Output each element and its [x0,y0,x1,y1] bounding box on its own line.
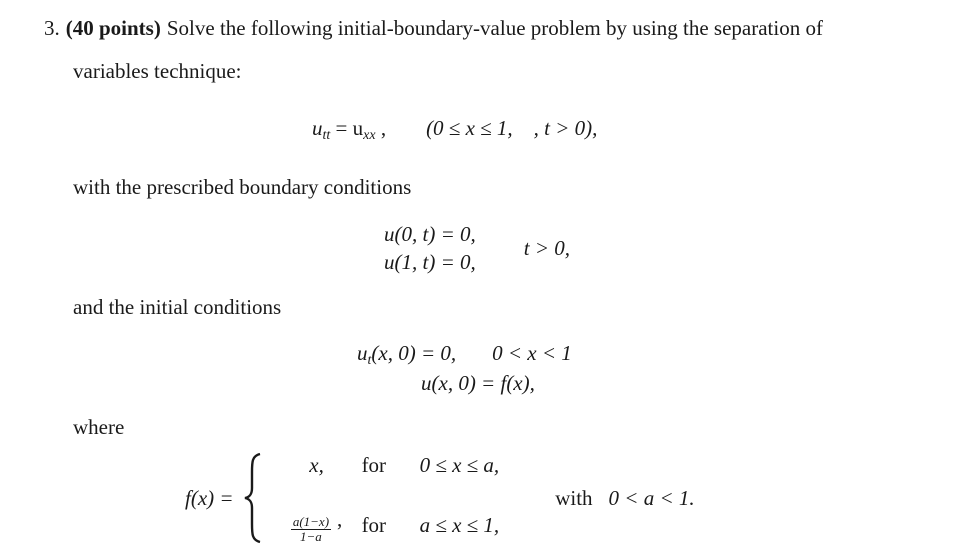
boundary-condition-range: t > 0, [523,236,571,260]
cases [282,453,500,544]
boundary-condition-2: u(1, t) = 0, [384,250,476,274]
pde-equation [312,116,387,143]
case-2-numerator: a(1−x) [292,513,330,529]
problem-intro: Solve the following initial-boundary-value problem by using the separation of [166,16,823,40]
case-2-condition: a ≤ x ≤ 1, [419,513,500,537]
pde-line [312,116,598,143]
where-label: where [73,415,125,439]
ic-1-u: u [357,341,368,365]
case-2-expr [282,507,352,544]
case-2-fraction [291,515,331,544]
pde-domain: (0 ≤ x ≤ 1, , t > 0), [426,116,598,140]
pde-lhs: u [312,116,323,140]
problem-number: 3. [44,16,60,40]
bc-block [384,222,570,274]
problem-intro-cont: variables technique: [73,59,242,83]
pde-rhs-sub: xx [363,128,376,143]
pde-eq: = u [335,116,364,140]
case-2-for: for [361,513,387,537]
initial-condition-range: 0 < x < 1 [492,341,572,365]
case-2-comma: , [337,506,343,531]
problem-header [44,16,823,40]
pde-lhs-sub: tt [322,128,331,143]
with-label: with [555,486,593,510]
left-brace [242,452,264,544]
ic-1-sub: t [367,353,372,368]
case-1-condition: 0 ≤ x ≤ a, [419,452,500,477]
with-condition: 0 < a < 1. [608,486,695,510]
f-definition [185,452,695,544]
case-2-denominator: 1−a [300,528,322,544]
bc-lines [384,222,476,274]
ic-intro: and the initial conditions [73,295,282,319]
boundary-condition-1: u(0, t) = 0, [384,222,476,246]
bc-intro: with the prescribed boundary conditions [73,175,412,199]
case-1-expr: x, [309,452,324,477]
initial-condition-1 [357,341,457,368]
case-1-for: for [361,452,387,477]
ic-1-rest: (x, 0) = 0, [371,341,457,365]
pde-comma: , [380,116,387,140]
initial-condition-2: u(x, 0) = f(x), [421,371,535,395]
problem-points: (40 points) [65,16,161,40]
initial-condition-line-1 [357,341,572,368]
f-definition-lhs: f(x) = [185,486,234,510]
